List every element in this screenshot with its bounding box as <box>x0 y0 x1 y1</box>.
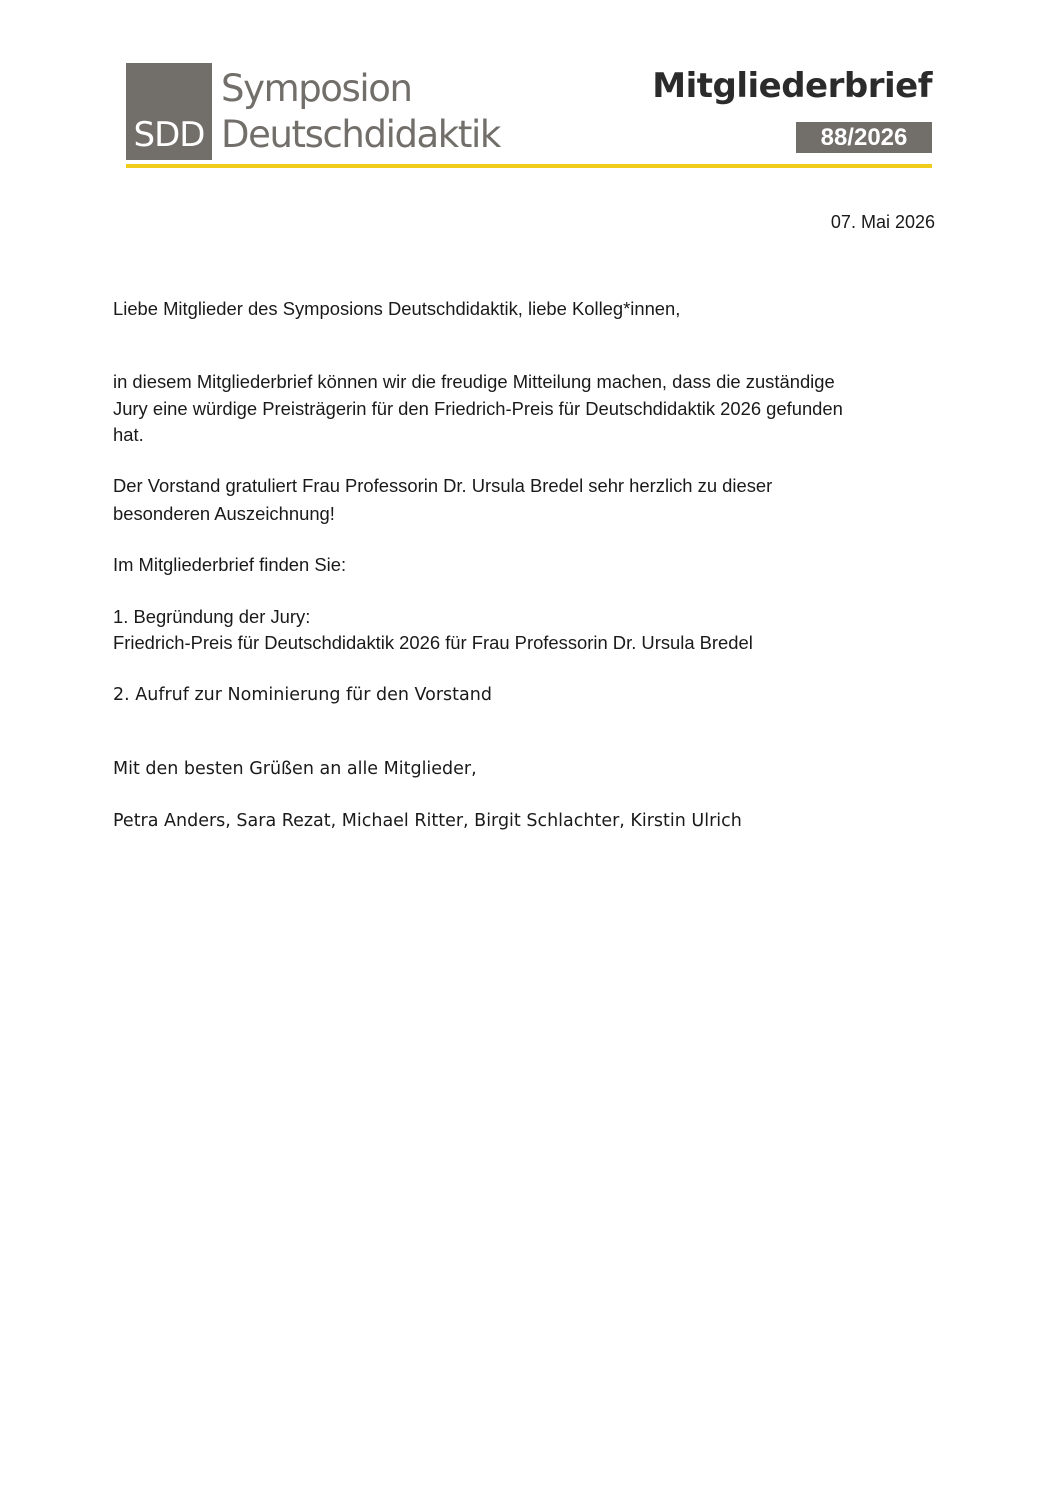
paragraph-1-line-3: hat. <box>113 424 144 445</box>
salutation: Liebe Mitglieder des Symposions Deutschdidaktik, liebe Kolleg*innen, <box>113 298 681 319</box>
logo-wordmark-line-1: Symposion <box>221 67 412 110</box>
paragraph-1-line-1: in diesem Mitgliederbrief können wir die freudige Mitteilung machen, dass die zuständige <box>113 371 835 392</box>
logo-mark <box>126 63 212 160</box>
signatories: Petra Anders, Sara Rezat, Michael Ritter, Birgit Schlachter, Kirstin Ulrich <box>113 811 742 831</box>
header-divider <box>126 164 932 168</box>
contents-intro: Im Mitgliederbrief finden Sie: <box>113 554 347 575</box>
paragraph-2-line-1: Der Vorstand gratuliert Frau Professorin Dr. Ursula Bredel sehr herzlich zu dieser <box>113 475 773 496</box>
document-type-title: Mitgliederbrief <box>652 66 932 106</box>
paragraph-2-line-2: besonderen Auszeichnung! <box>113 503 335 524</box>
contents-item-1-title: 1. Begründung der Jury: <box>113 606 311 627</box>
contents-item-1-detail: Friedrich-Preis für Deutschdidaktik 2026 für Frau Professorin Dr. Ursula Bredel <box>113 632 753 653</box>
logo-abbreviation: SDD <box>133 115 205 155</box>
closing-line: Mit den besten Grüßen an alle Mitglieder, <box>113 759 477 779</box>
paragraph-1-line-2: Jury eine würdige Preisträgerin für den Friedrich-Preis für Deutschdidaktik 2026 gefunden <box>113 397 843 419</box>
contents-item-2: 2. Aufruf zur Nominierung für den Vorstand <box>113 685 492 705</box>
logo-wordmark-line-2: Deutschdidaktik <box>221 113 500 156</box>
issue-number-badge: 88/2026 <box>796 122 932 153</box>
letter-date: 07. Mai 2026 <box>830 212 935 232</box>
